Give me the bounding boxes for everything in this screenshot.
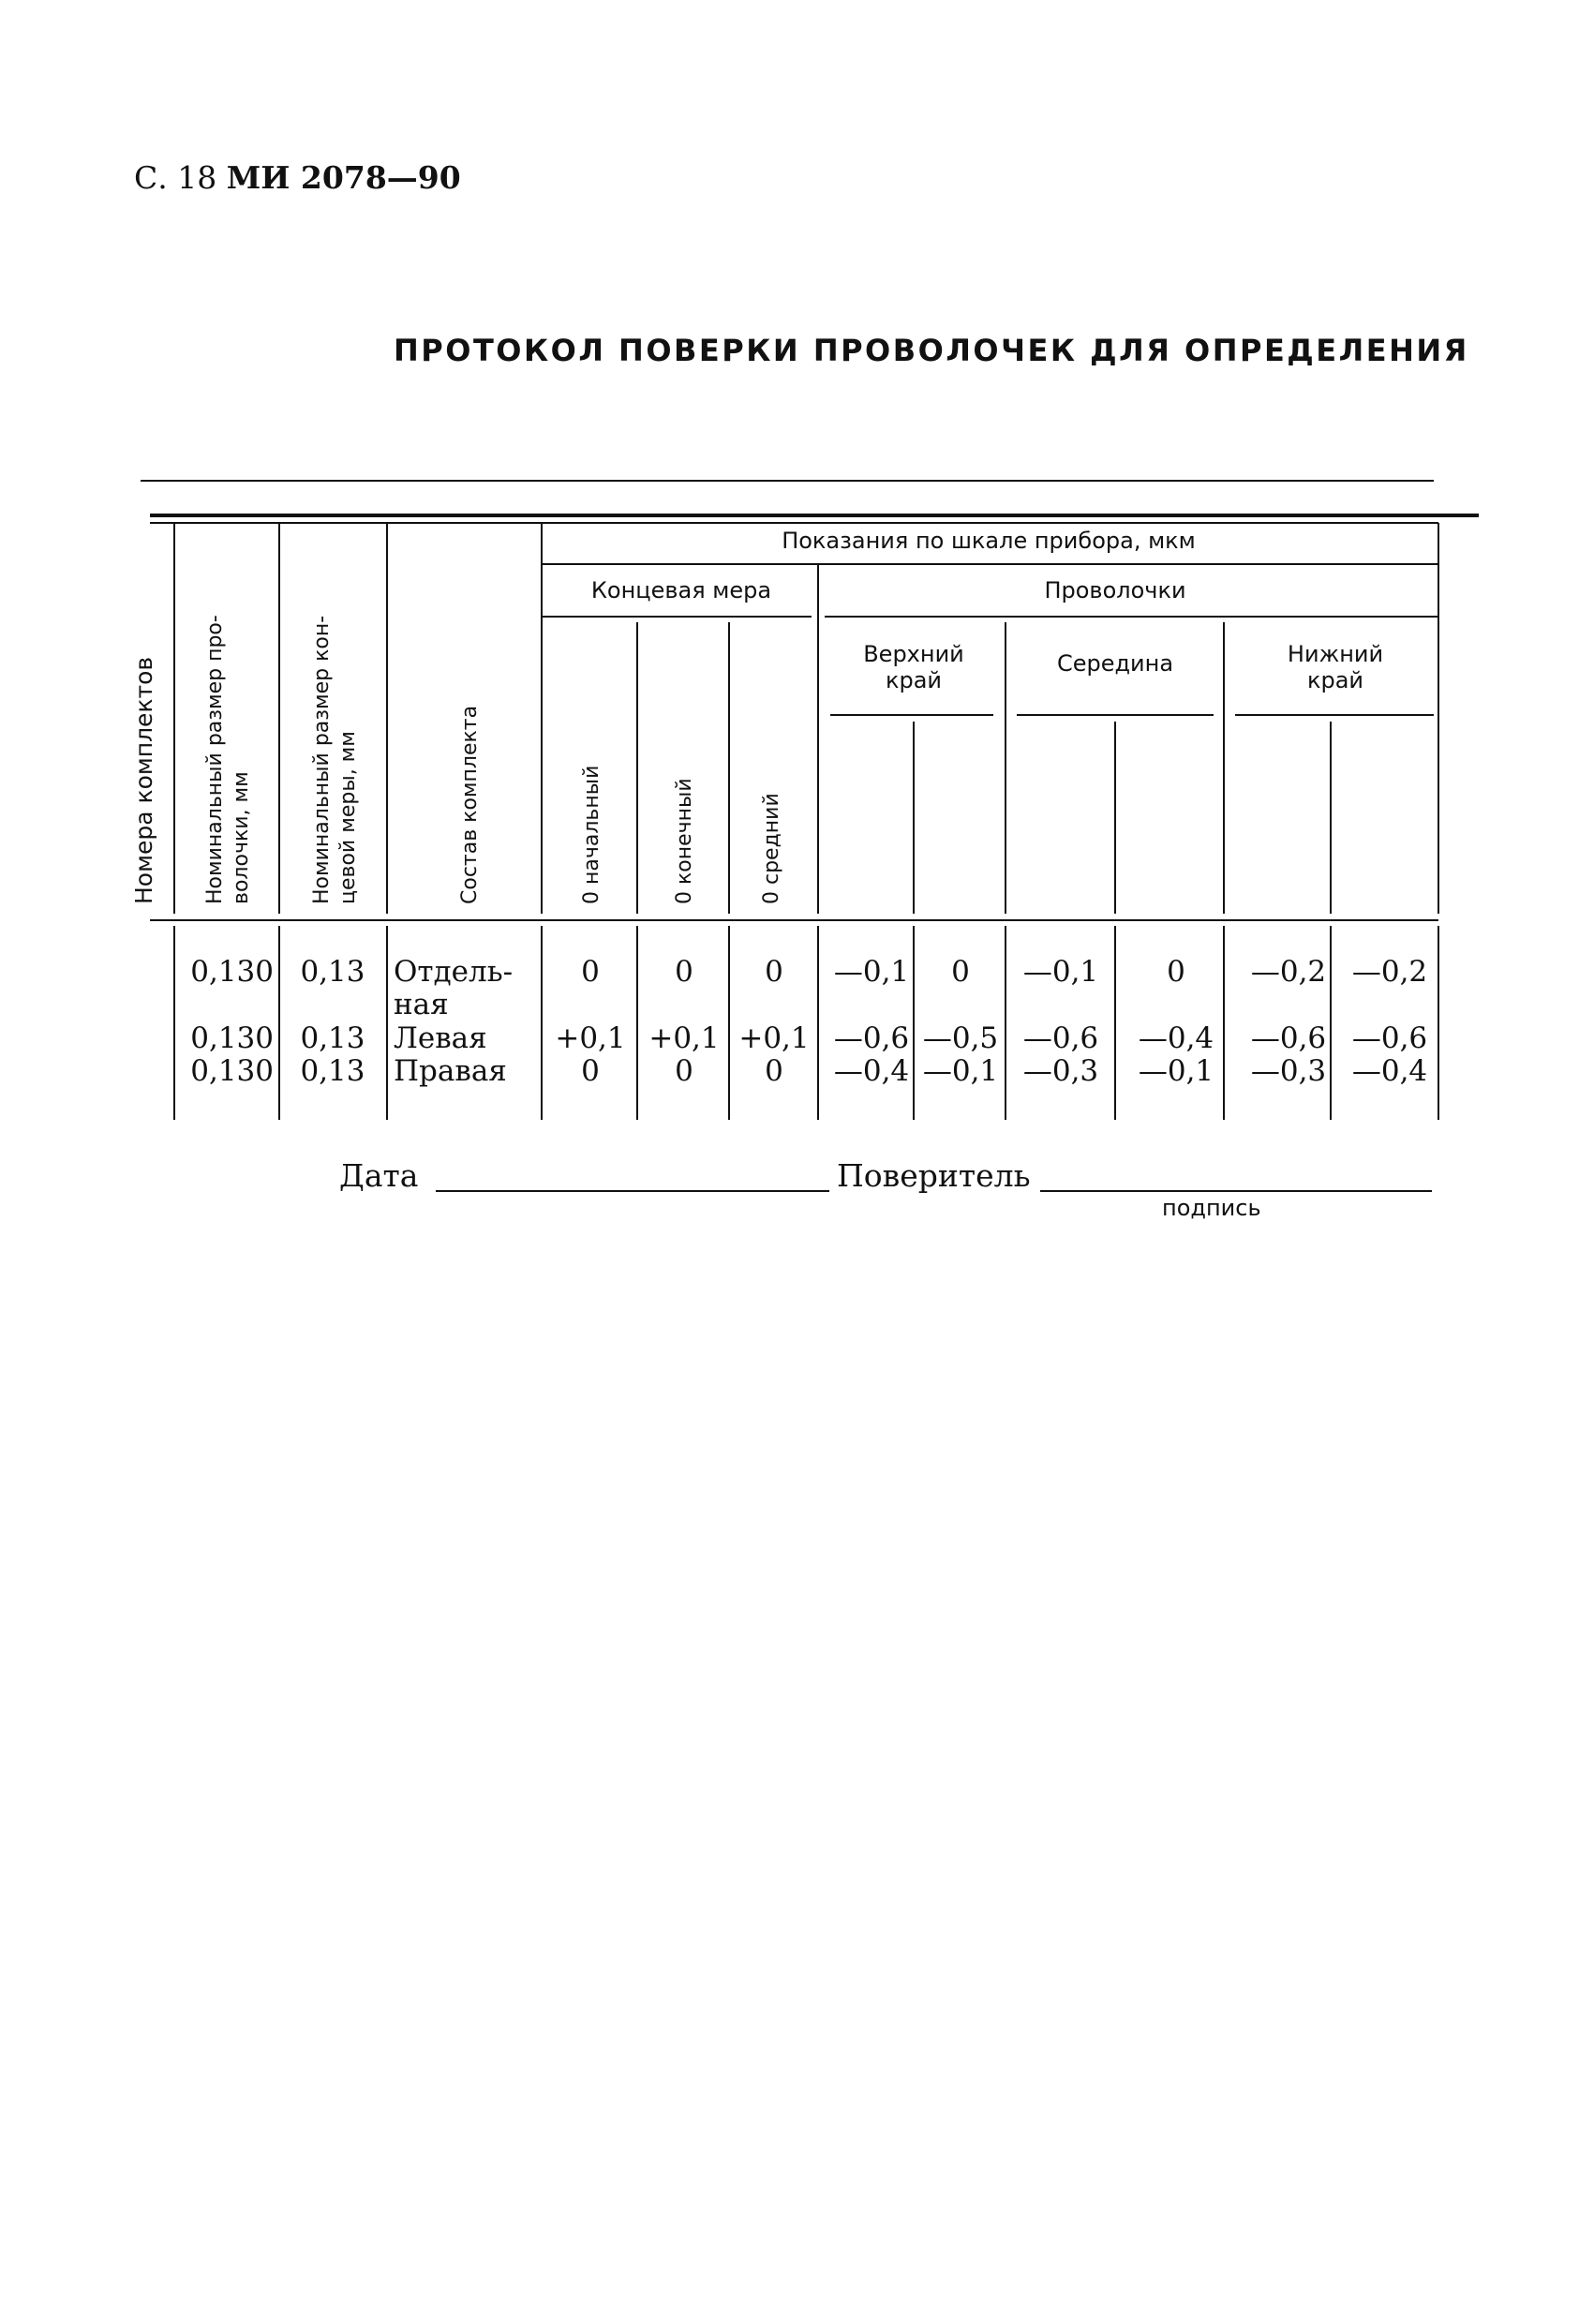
cell-composition: Правая [394,1054,507,1088]
cell-composition: Левая [394,1021,487,1055]
cell-reading: —0,6 [1351,1021,1428,1055]
date-field[interactable] [436,1190,829,1192]
signature-field[interactable] [1040,1190,1432,1192]
cell-reading: +0,1 [648,1021,720,1055]
cell-wire-size: 0,130 [190,955,274,989]
header-gauge-initial: 0 начальный [580,765,603,904]
header-bottom-edge-2: край [1306,667,1364,693]
header-gauge-size-line1: Номинальный размер кон- [310,615,334,904]
header-composition: Состав комплекта [458,705,482,904]
cell-composition-cont: ная [394,988,449,1021]
page-number: С. 18 [134,159,217,196]
cell-reading: +0,1 [555,1021,626,1055]
header-middle: Середина [1056,650,1174,677]
date-label: Дата [339,1157,419,1194]
header-gauge: Концевая мера [590,577,772,603]
cell-reading: —0,6 [833,1021,910,1055]
signature-caption: подпись [1162,1195,1261,1221]
cell-reading: —0,4 [833,1054,910,1088]
cell-wire-size: 0,130 [190,1021,274,1055]
header-wires: Проволочки [1044,577,1186,603]
cell-reading: —0,1 [922,1054,999,1088]
verifier-label: Поверитель [837,1157,1031,1194]
protocol-title: ПРОТОКОЛ ПОВЕРКИ ПРОВОЛОЧЕК ДЛЯ ОПРЕДЕЛЕНИЯ [394,333,1469,368]
cell-reading: —0,3 [1250,1054,1327,1088]
document-code: МИ 2078—90 [226,159,461,196]
header-gauge-final: 0 конечный [673,778,696,904]
cell-reading: —0,3 [1022,1054,1099,1088]
cell-reading: —0,2 [1250,955,1327,989]
table-body [190,955,1427,1088]
cell-reading: +0,1 [738,1021,810,1055]
cell-reading: —0,6 [1250,1021,1327,1055]
cell-reading: 0 [581,1054,600,1088]
header-set-number: Номера комплектов [130,656,157,904]
cell-reading: 0 [765,955,783,989]
header-readings: Показания по шкале прибора, мкм [782,528,1196,554]
cell-reading: 0 [1167,955,1185,989]
cell-reading: 0 [951,955,970,989]
cell-reading: 0 [765,1054,783,1088]
cell-reading: —0,2 [1351,955,1428,989]
header-top-edge-2: край [885,667,943,693]
header-wire-size-line2: волочки, мм [230,771,253,904]
cell-reading: —0,6 [1022,1021,1099,1055]
cell-reading: 0 [675,1054,693,1088]
cell-reading: 0 [675,955,693,989]
cell-reading: —0,1 [833,955,910,989]
cell-reading: —0,1 [1022,955,1099,989]
cell-reading: —0,1 [1138,1054,1214,1088]
cell-wire-size: 0,130 [190,1054,274,1088]
header-gauge-size-line2: цевой меры, мм [336,731,360,904]
cell-gauge-size: 0,13 [300,1054,365,1088]
cell-reading: —0,5 [922,1021,999,1055]
header-bottom-edge-1: Нижний [1287,641,1384,667]
header-top-edge-1: Верхний [863,641,964,667]
cell-composition: Отдель- [394,955,514,989]
cell-reading: 0 [581,955,600,989]
header-wire-size-line1: Номинальный размер про- [203,615,227,904]
cell-reading: —0,4 [1138,1021,1214,1055]
cell-gauge-size: 0,13 [300,955,365,989]
cell-reading: —0,4 [1351,1054,1428,1088]
cell-gauge-size: 0,13 [300,1021,365,1055]
header-gauge-mean: 0 средний [760,793,783,904]
